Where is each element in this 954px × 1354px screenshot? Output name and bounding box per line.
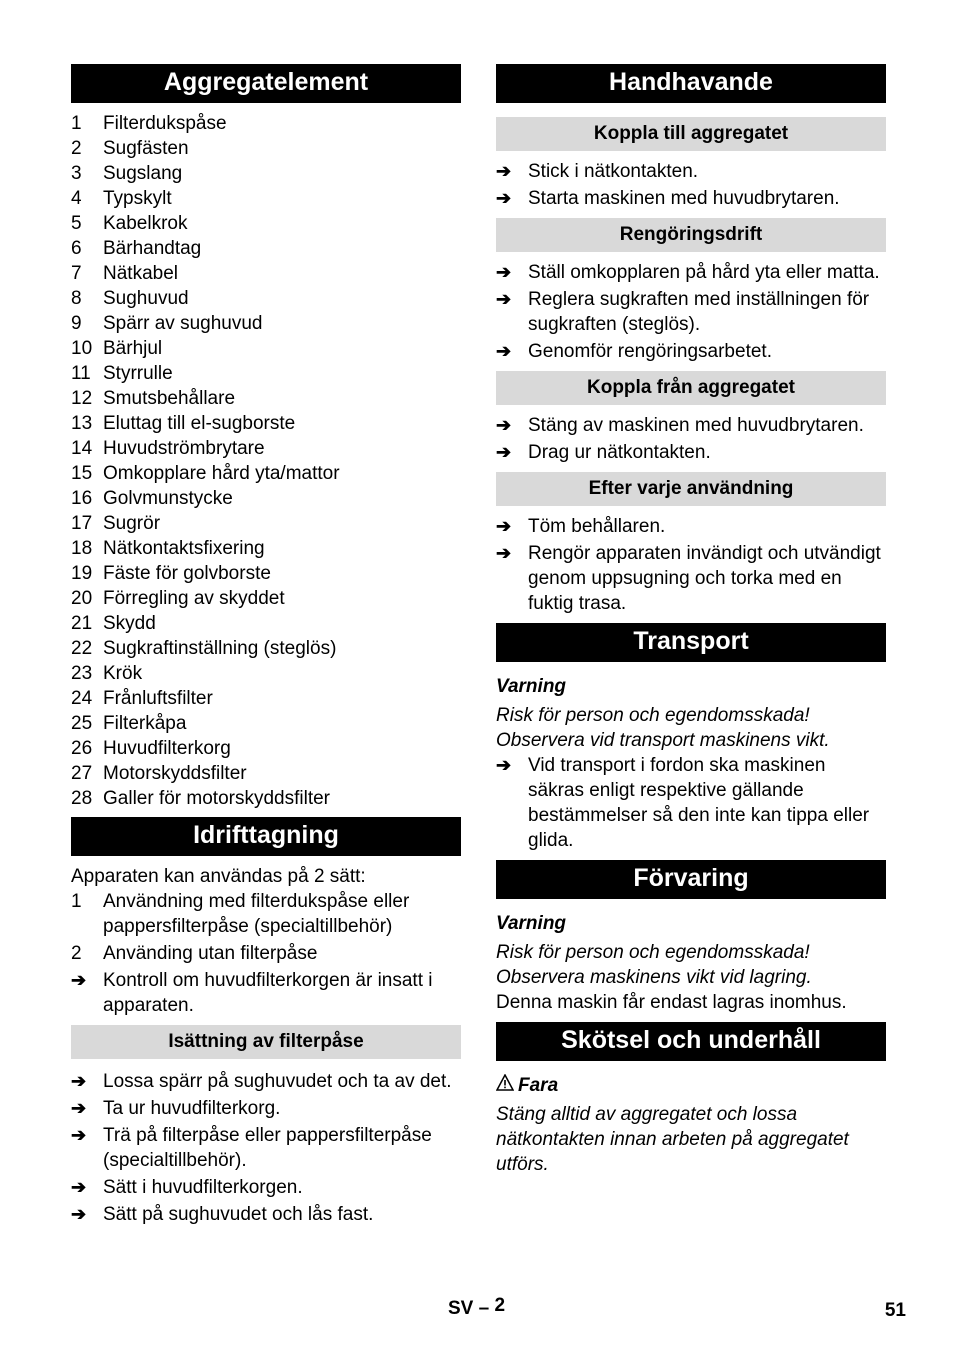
item-label: Sugslang (103, 163, 183, 184)
step-text: Stick i nätkontakten. (528, 161, 699, 182)
item-label: Sughuvud (103, 288, 189, 309)
heading-handhavande: Handhavande (496, 64, 886, 103)
item-number: 25 (71, 713, 93, 734)
footer-language-section (448, 1296, 505, 1321)
component-list-item (71, 236, 461, 261)
component-list (71, 111, 461, 811)
component-list-item (71, 786, 461, 811)
item-label: Eluttag till el-sugborste (103, 413, 296, 434)
step-text: Sätt på sughuvudet och lås fast. (103, 1204, 374, 1225)
item-label: Motorskyddsfilter (103, 763, 247, 784)
step-text: Kontroll om huvudfilterkorgen är insatt i apparaten. (103, 970, 433, 1016)
step-item (496, 260, 886, 285)
item-label: Sugfästen (103, 138, 189, 159)
option-number: 1 (71, 891, 82, 912)
step-item (71, 1202, 461, 1227)
arrow-right-icon: ➔ (71, 970, 87, 990)
footer-dash: – (478, 1298, 490, 1319)
step-item (496, 413, 886, 438)
item-label: Nätkabel (103, 263, 178, 284)
danger-label: Fara (518, 1075, 559, 1096)
heading-aggregatelement: Aggregatelement (71, 64, 461, 103)
component-list-item (71, 761, 461, 786)
forvaring-warning-label: Varning (496, 913, 567, 934)
component-list-item (71, 261, 461, 286)
rengoring-steps (496, 260, 886, 364)
item-label: Sugkraftinställning (steglös) (103, 638, 337, 659)
item-number: 19 (71, 563, 93, 584)
item-number: 10 (71, 338, 93, 359)
item-label: Sugrör (103, 513, 161, 534)
heading-skotsel-och-underhall: Skötsel och underhåll (496, 1022, 886, 1061)
item-label: Spärr av sughuvud (103, 313, 263, 334)
component-list-item (71, 661, 461, 686)
step-item (496, 186, 886, 211)
component-list-item (71, 186, 461, 211)
component-list-item (71, 211, 461, 236)
item-number: 20 (71, 588, 93, 609)
arrow-right-icon: ➔ (496, 543, 512, 563)
item-number: 27 (71, 763, 93, 784)
step-text: Trä på filterpåse eller pappersfilterpåse (specialtillbehör). (103, 1125, 432, 1171)
step-item (71, 968, 461, 1018)
component-list-item (71, 736, 461, 761)
heading-rengoringsdrift: Rengöringsdrift (496, 218, 886, 252)
component-list-item (71, 111, 461, 136)
component-list-item (71, 586, 461, 611)
idrift-steps (71, 968, 461, 1018)
item-number: 16 (71, 488, 93, 509)
step-item (496, 159, 886, 184)
koppla-fran-steps (496, 413, 886, 465)
koppla-till-steps (496, 159, 886, 211)
arrow-right-icon: ➔ (71, 1125, 87, 1145)
step-item (71, 1096, 461, 1121)
arrow-right-icon: ➔ (496, 262, 512, 282)
step-item (71, 1175, 461, 1200)
arrow-right-icon: ➔ (496, 755, 512, 775)
component-list-item (71, 686, 461, 711)
item-label: Omkopplare hård yta/mattor (103, 463, 340, 484)
usage-option-2 (71, 941, 461, 966)
arrow-right-icon: ➔ (496, 188, 512, 208)
component-list-item (71, 511, 461, 536)
warning-triangle-icon (496, 1073, 518, 1098)
step-item (496, 753, 886, 853)
component-list-item (71, 536, 461, 561)
item-label: Smutsbehållare (103, 388, 236, 409)
item-number: 1 (71, 113, 82, 134)
item-label: Styrrulle (103, 363, 173, 384)
item-number: 5 (71, 213, 82, 234)
step-text: Vid transport i fordon ska maskinen säkras enligt respektive gällande bestämmelser så den inte kan tippa eller glida. (528, 755, 870, 851)
step-text: Genomför rengöringsarbetet. (528, 341, 772, 362)
item-number: 6 (71, 238, 82, 259)
item-number: 2 (71, 138, 82, 159)
item-number: 21 (71, 613, 93, 634)
item-label: Frånluftsfilter (103, 688, 213, 709)
step-text: Starta maskinen med huvudbrytaren. (528, 188, 840, 209)
component-list-item (71, 461, 461, 486)
arrow-right-icon: ➔ (71, 1071, 87, 1091)
item-label: Krök (103, 663, 143, 684)
danger-text: Stäng alltid av aggregatet och lossa nätkontakten innan arbeten på aggregatet utförs. (496, 1104, 849, 1175)
item-label: Förregling av skyddet (103, 588, 285, 609)
step-text: Ta ur huvudfilterkorg. (103, 1098, 281, 1119)
item-label: Filterdukspåse (103, 113, 227, 134)
component-list-item (71, 436, 461, 461)
component-list-item (71, 486, 461, 511)
danger-label-row (496, 1073, 886, 1098)
step-item (496, 440, 886, 465)
arrow-right-icon: ➔ (496, 341, 512, 361)
arrow-right-icon: ➔ (496, 516, 512, 536)
item-label: Kabelkrok (103, 213, 188, 234)
idrift-intro: Apparaten kan användas på 2 sätt: (71, 866, 366, 887)
item-number: 12 (71, 388, 93, 409)
step-text: Reglera sugkraften med inställningen för sugkraften (steglös). (528, 289, 870, 335)
step-item (496, 287, 886, 337)
heading-efter-varje-anvandning: Efter varje användning (496, 472, 886, 506)
component-list-item (71, 361, 461, 386)
item-label: Bärhjul (103, 338, 163, 359)
step-item (496, 541, 886, 616)
item-number: 18 (71, 538, 93, 559)
usage-option-1 (71, 889, 461, 939)
forvaring-note: Denna maskin får endast lagras inomhus. (496, 992, 847, 1013)
idrift-body (71, 864, 461, 1018)
component-list-item (71, 611, 461, 636)
heading-koppla-fran-aggregatet: Koppla från aggregatet (496, 371, 886, 405)
component-list-item (71, 636, 461, 661)
forvaring-warning-text: Risk för person och egendomsskada! Observera maskinens vikt vid lagring. (496, 942, 812, 988)
step-text: Rengör apparaten invändigt och utvändigt genom uppsugning och torka med en fuktig trasa. (528, 543, 881, 614)
item-number: 11 (71, 363, 91, 384)
arrow-right-icon: ➔ (496, 161, 512, 181)
step-item (71, 1069, 461, 1094)
step-text: Töm behållaren. (528, 516, 666, 537)
footer-section-page: 2 (494, 1295, 506, 1316)
transport-warning-label: Varning (496, 676, 567, 697)
item-number: 8 (71, 288, 82, 309)
item-number: 22 (71, 638, 93, 659)
item-label: Filterkåpa (103, 713, 187, 734)
arrow-right-icon: ➔ (71, 1204, 87, 1224)
item-label: Galler för motorskyddsfilter (103, 788, 331, 809)
arrow-right-icon: ➔ (496, 415, 512, 435)
heading-isattning-av-filterpase: Isättning av filterpåse (71, 1025, 461, 1059)
component-list-item (71, 161, 461, 186)
step-item (496, 514, 886, 539)
item-label: Bärhandtag (103, 238, 202, 259)
item-label: Huvudfilterkorg (103, 738, 231, 759)
item-label: Nätkontaktsfixering (103, 538, 265, 559)
item-number: 23 (71, 663, 93, 684)
step-text: Ställ omkopplaren på hård yta eller matta. (528, 262, 880, 283)
item-label: Fäste för golvborste (103, 563, 271, 584)
right-column (496, 64, 886, 1177)
arrow-right-icon: ➔ (71, 1098, 87, 1118)
component-list-item (71, 411, 461, 436)
arrow-right-icon: ➔ (71, 1177, 87, 1197)
item-number: 14 (71, 438, 93, 459)
efter-steps (496, 514, 886, 616)
component-list-item (71, 286, 461, 311)
option-number: 2 (71, 943, 82, 964)
isattning-steps (71, 1069, 461, 1227)
item-label: Skydd (103, 613, 156, 634)
step-item (496, 339, 886, 364)
step-text: Drag ur nätkontakten. (528, 442, 711, 463)
component-list-item (71, 336, 461, 361)
item-number: 28 (71, 788, 93, 809)
item-number: 3 (71, 163, 82, 184)
item-number: 15 (71, 463, 93, 484)
component-list-item (71, 711, 461, 736)
option-text: Använding utan filterpåse (103, 943, 318, 964)
item-label: Huvudströmbrytare (103, 438, 265, 459)
item-number: 13 (71, 413, 93, 434)
component-list-item (71, 386, 461, 411)
heading-idrifttagning: Idrifttagning (71, 817, 461, 856)
item-number: 7 (71, 263, 82, 284)
option-text: Användning med filterdukspåse eller pappersfilterpåse (specialtillbehör) (103, 891, 410, 937)
arrow-right-icon: ➔ (496, 289, 512, 309)
item-number: 17 (71, 513, 93, 534)
item-number: 4 (71, 188, 82, 209)
component-list-item (71, 311, 461, 336)
arrow-right-icon: ➔ (496, 442, 512, 462)
item-number: 26 (71, 738, 93, 759)
step-text: Stäng av maskinen med huvudbrytaren. (528, 415, 864, 436)
heading-forvaring: Förvaring (496, 860, 886, 899)
transport-warning-text: Risk för person och egendomsskada! Observera vid transport maskinens vikt. (496, 705, 830, 751)
heading-koppla-till-aggregatet: Koppla till aggregatet (496, 117, 886, 151)
item-label: Typskylt (103, 188, 172, 209)
component-list-item (71, 136, 461, 161)
page-number: 51 (884, 1300, 906, 1321)
item-label: Golvmunstycke (103, 488, 233, 509)
step-text: Sätt i huvudfilterkorgen. (103, 1177, 303, 1198)
component-list-item (71, 561, 461, 586)
item-number: 9 (71, 313, 82, 334)
footer-language: SV (448, 1298, 474, 1319)
heading-transport: Transport (496, 623, 886, 662)
transport-steps (496, 753, 886, 853)
item-number: 24 (71, 688, 93, 709)
step-text: Lossa spärr på sughuvudet och ta av det. (103, 1071, 452, 1092)
left-column (71, 64, 461, 1234)
step-item (71, 1123, 461, 1173)
